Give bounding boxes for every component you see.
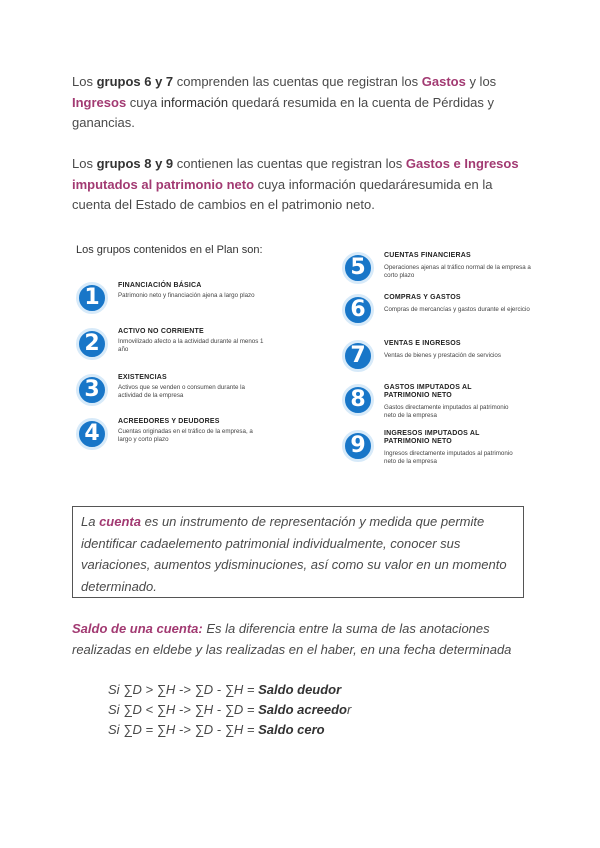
group-title: ACTIVO NO CORRIENTE: [118, 328, 204, 335]
bold-text: grupos 8 y 9: [96, 156, 174, 171]
group-description: Operaciones ajenas al tráfico normal de la empresa a corto plazo: [384, 264, 531, 279]
figure-title: Los grupos contenidos en el Plan son:: [76, 244, 263, 256]
group-description: Inmovilizado afecto a la actividad durante al menos 1 año: [118, 338, 264, 353]
number-badge-icon: 3: [76, 374, 108, 406]
paragraph-groups-6-7: Los grupos 6 y 7 comprenden las cuentas que registran los Gastos y los Ingresos cuya información quedará resumida en la cuenta de Pérdidas y ganancias.: [72, 74, 497, 130]
group-description: Compras de mercancías y gastos durante el ejercicio: [384, 306, 530, 313]
group-title: INGRESOS IMPUTADOS AL PATRIMONIO NETO: [384, 430, 480, 445]
paragraph-groups-8-9: Los grupos 8 y 9 contienen las cuentas que registran los Gastos e Ingresos imputados al patrimonio neto cuya información quedaráresumida en la cuenta del Estado de cambios en el patrimonio neto.: [72, 156, 519, 212]
group-description: Ingresos directamente imputados al patrimonio neto de la empresa: [384, 450, 513, 465]
group-item-3: [76, 372, 286, 414]
group-item-4: [76, 416, 286, 458]
number-badge-icon: 9: [342, 430, 374, 462]
highlight-cuenta: cuenta: [99, 514, 141, 529]
highlight-gastos: Gastos: [421, 74, 466, 89]
group-item-1: [76, 280, 286, 322]
number-badge-icon: 4: [76, 418, 108, 450]
group-title: VENTAS E INGRESOS: [384, 340, 461, 347]
bold-text: grupos 6 y 7: [96, 74, 174, 89]
saldo-label: Saldo de una cuenta:: [72, 621, 203, 636]
group-item-6: [342, 292, 552, 334]
highlight-imputados: Gastos e Ingresos imputados al patrimonio neto: [72, 156, 519, 192]
number-badge-icon: 1: [76, 282, 108, 314]
group-item-7: [342, 338, 552, 380]
group-title: EXISTENCIAS: [118, 374, 167, 381]
group-description: Gastos directamente imputados al patrimonio neto de la empresa: [384, 404, 509, 419]
group-item-5: [342, 250, 552, 292]
number-badge-icon: 6: [342, 294, 374, 326]
group-item-9: [342, 428, 552, 470]
number-badge-icon: 7: [342, 340, 374, 372]
group-description: Ventas de bienes y prestación de servicios: [384, 352, 501, 359]
group-title: CUENTAS FINANCIERAS: [384, 252, 471, 259]
formula-acreedor: Si ∑D < ∑H -> ∑H - ∑D = Saldo acreedor: [108, 702, 352, 717]
number-badge-icon: 8: [342, 384, 374, 416]
group-description: Cuentas originadas en el tráfico de la empresa, a largo y corto plazo: [118, 428, 253, 443]
group-title: GASTOS IMPUTADOS AL PATRIMONIO NETO: [384, 384, 472, 399]
group-description: Activos que se venden o consumen durante la actividad de la empresa: [118, 384, 245, 399]
definition-box: La cuenta es un instrumento de representación y medida que permite identificar cadaelemento patrimonial individualmente, conocer sus variaciones, aumentos ydisminuciones, así como su valor en un momento determinado.: [72, 506, 524, 598]
group-title: FINANCIACIÓN BÁSICA: [118, 282, 202, 289]
highlight-ingresos: Ingresos: [72, 94, 127, 110]
bold-text: información: [160, 94, 229, 110]
group-title: ACREEDORES Y DEUDORES: [118, 418, 220, 425]
saldo-definition: Saldo de una cuenta: Es la diferencia entre la suma de las anotaciones realizadas en eldebe y las realizadas en el haber, en una fecha determinada: [72, 621, 512, 657]
group-description: Patrimonio neto y financiación ajena a largo plazo: [118, 292, 255, 299]
number-badge-icon: 5: [342, 252, 374, 284]
group-item-8: [342, 382, 552, 424]
group-item-2: [76, 326, 286, 368]
groups-figure: [72, 244, 531, 474]
group-title: COMPRAS Y GASTOS: [384, 294, 461, 301]
number-badge-icon: 2: [76, 328, 108, 360]
formula-deudor: Si ∑D > ∑H -> ∑D - ∑H = Saldo deudor: [108, 682, 342, 697]
formula-cero: Si ∑D = ∑H -> ∑D - ∑H = Saldo cero: [108, 722, 325, 737]
